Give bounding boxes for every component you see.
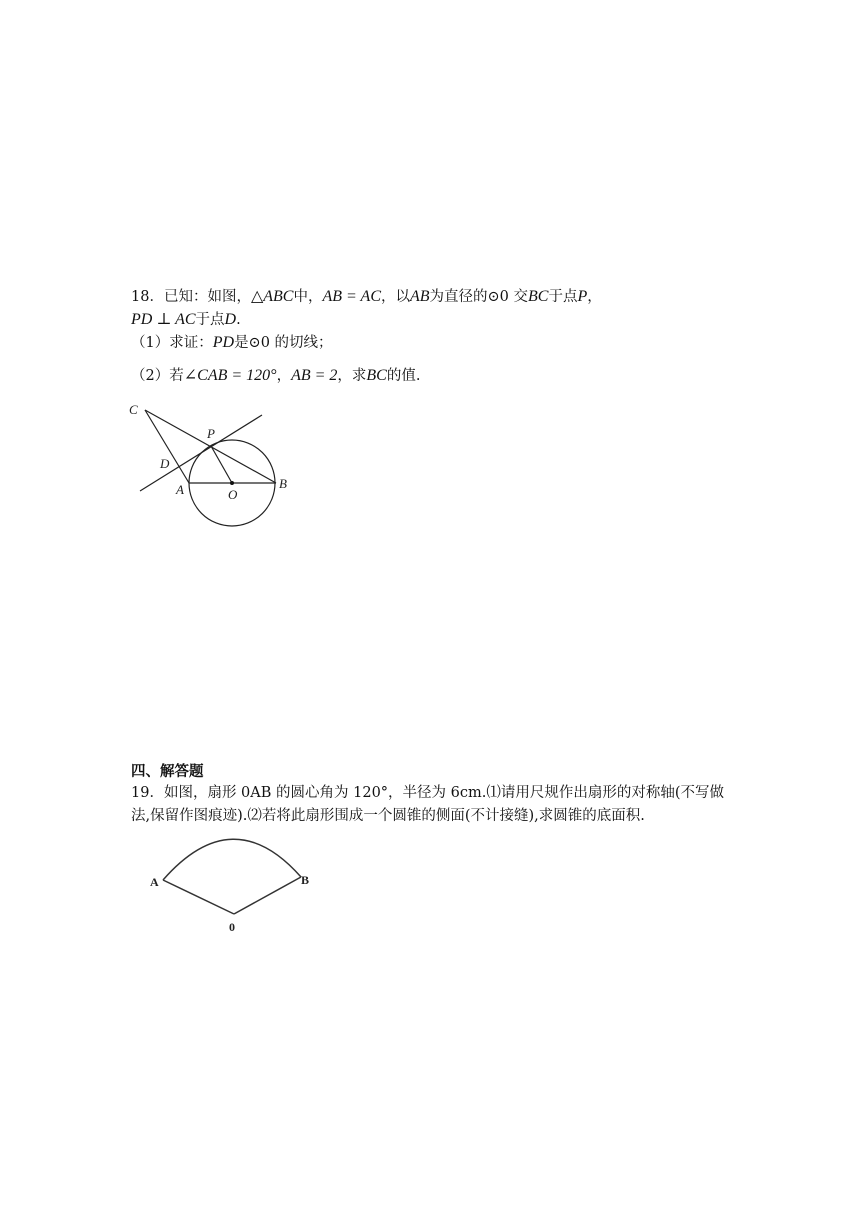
- text: .: [236, 312, 241, 328]
- text: ，: [587, 289, 602, 305]
- text: （1）求证：: [131, 335, 213, 351]
- triangle-abc: △ABC: [250, 288, 294, 305]
- text: ，: [276, 368, 292, 384]
- label-p: P: [207, 426, 215, 441]
- q18-line-2: [131, 310, 241, 330]
- segment-bc: BC: [366, 367, 387, 384]
- text: 于点: [548, 289, 578, 305]
- text: 中，: [293, 289, 323, 305]
- segment-bc: BC: [528, 288, 549, 305]
- q18-number: 18．已知：如图，: [131, 289, 251, 305]
- tangent-line-pd: [140, 415, 262, 491]
- equation-ab-ac: AB = AC: [322, 288, 381, 305]
- label-b: B: [301, 873, 310, 887]
- label-b: B: [279, 476, 287, 491]
- angle-cab: ∠CAB = 120°: [183, 367, 277, 384]
- q19-line-2: 法,保留作图痕迹).⑵若将此扇形围成一个圆锥的侧面(不计接缝),求圆锥的底面积.: [131, 808, 645, 824]
- q19-line-1: 19．如图，扇形 0AB 的圆心角为 120°，半径为 6cm.⑴请用尺规作出扇形的对称轴(不写做: [131, 785, 725, 801]
- point-d: D: [224, 311, 237, 328]
- segment-cb: [145, 410, 276, 483]
- sector-arc: [163, 839, 301, 880]
- label-a: A: [176, 482, 184, 497]
- label-a: A: [150, 875, 159, 889]
- text: ，以: [380, 289, 410, 305]
- segment-ab: AB: [409, 288, 430, 305]
- ab-value: AB = 2: [291, 367, 338, 384]
- text: （2）若: [131, 368, 184, 384]
- text: 为直径的⊙0 交: [429, 289, 529, 305]
- segment-pd: PD: [212, 334, 235, 351]
- q18-part-1: [131, 333, 333, 353]
- text: 是⊙0 的切线；: [234, 335, 333, 351]
- perpendicular-pd-ac: PD ⊥ AC: [131, 311, 196, 328]
- center-dot: [230, 481, 234, 485]
- q18-figure: [125, 395, 305, 535]
- radius-oa: [163, 880, 234, 914]
- segment-ca: [145, 410, 189, 483]
- radius-ob: [234, 877, 301, 914]
- label-o: 0: [229, 920, 235, 934]
- label-c: C: [129, 402, 138, 417]
- label-d: D: [160, 456, 170, 471]
- q19-figure: [145, 833, 325, 938]
- point-p: P: [577, 288, 588, 305]
- text: 于点: [195, 312, 225, 328]
- text: 的值.: [386, 368, 421, 384]
- text: ，求: [337, 368, 367, 384]
- label-o: O: [228, 487, 238, 502]
- q18-line-1: [131, 287, 602, 307]
- q18-part-2: [131, 366, 420, 386]
- segment-po: [211, 446, 232, 483]
- section-heading: 四、解答题: [131, 763, 204, 780]
